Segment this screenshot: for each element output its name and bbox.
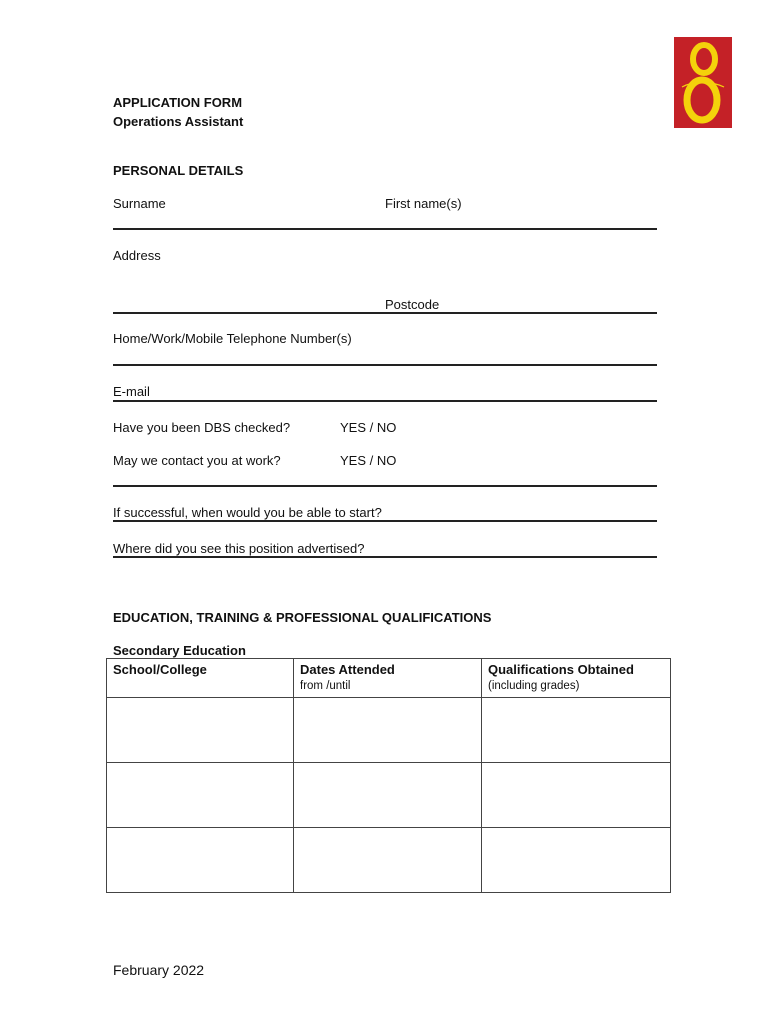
email-label: E-mail	[113, 384, 150, 399]
dates-note: from /until	[300, 680, 351, 692]
contact-line[interactable]	[113, 485, 657, 487]
surname-line[interactable]	[113, 228, 657, 230]
column-header-school: School/College	[107, 659, 294, 698]
dbs-answer[interactable]: YES / NO	[340, 420, 397, 435]
qualifications-cell[interactable]	[482, 698, 671, 763]
qualifications-cell[interactable]	[482, 763, 671, 828]
table-header-row	[107, 659, 671, 698]
qualifications-note: (including grades)	[488, 680, 580, 692]
qualifications-cell[interactable]	[482, 828, 671, 893]
education-heading: EDUCATION, TRAINING & PROFESSIONAL QUALIFICATIONS	[113, 610, 492, 625]
company-logo	[674, 37, 732, 128]
table-row	[107, 763, 671, 828]
telephone-label: Home/Work/Mobile Telephone Number(s)	[113, 331, 352, 346]
email-line[interactable]	[113, 400, 657, 402]
advert-question: Where did you see this position advertised?	[113, 541, 365, 556]
telephone-line[interactable]	[113, 364, 657, 366]
secondary-education-heading: Secondary Education	[113, 643, 246, 658]
column-header-dates: Dates Attended from /until	[294, 659, 482, 698]
table-row	[107, 698, 671, 763]
school-cell[interactable]	[107, 763, 294, 828]
address-line[interactable]	[113, 312, 657, 314]
contact-question: May we contact you at work?	[113, 453, 281, 468]
dbs-question: Have you been DBS checked?	[113, 420, 291, 435]
column-header-qualifications: Qualifications Obtained (including grades)	[482, 659, 671, 698]
postcode-label: Postcode	[385, 297, 440, 312]
personal-details-heading: PERSONAL DETAILS	[113, 163, 244, 178]
address-label: Address	[113, 248, 161, 263]
footer-date: February 2022	[113, 962, 205, 978]
dates-cell[interactable]	[294, 698, 482, 763]
school-cell[interactable]	[107, 698, 294, 763]
contact-answer[interactable]: YES / NO	[340, 453, 397, 468]
secondary-education-table	[106, 658, 671, 893]
start-line[interactable]	[113, 520, 657, 522]
form-title: APPLICATION FORM	[113, 95, 243, 110]
start-question: If successful, when would you be able to start?	[113, 505, 382, 520]
first-names-label: First name(s)	[385, 196, 462, 211]
dates-cell[interactable]	[294, 763, 482, 828]
number-eight-logo-icon	[674, 37, 732, 128]
school-cell[interactable]	[107, 828, 294, 893]
surname-label: Surname	[113, 196, 166, 211]
dates-cell[interactable]	[294, 828, 482, 893]
form-subtitle: Operations Assistant	[113, 114, 244, 129]
advert-line[interactable]	[113, 556, 657, 558]
table-row	[107, 828, 671, 893]
